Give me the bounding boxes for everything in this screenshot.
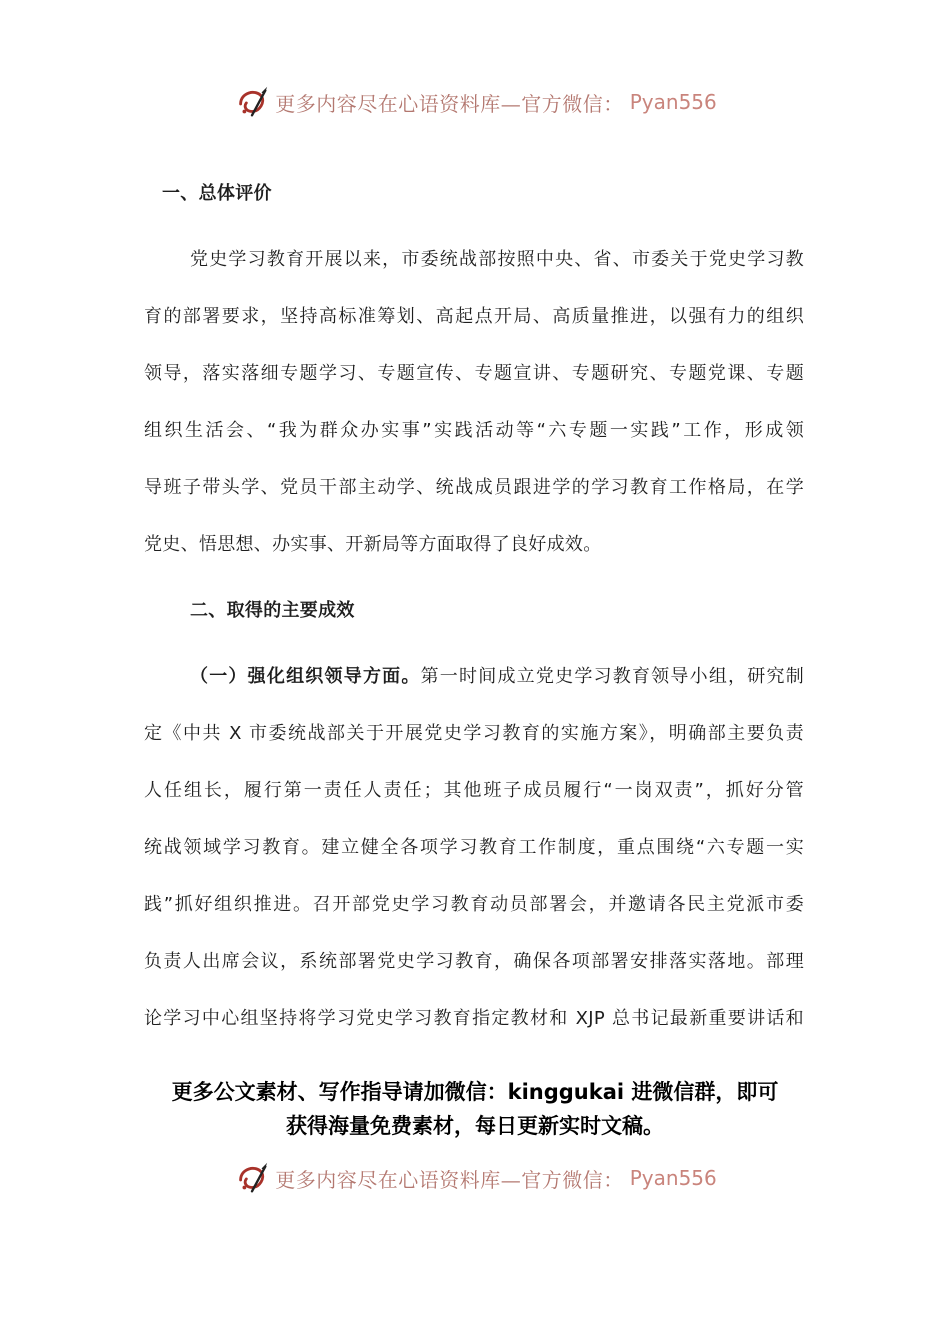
header-banner (0, 82, 950, 122)
quill-swirl-icon (233, 1159, 271, 1197)
section1-heading: 一、总体评价 (162, 183, 272, 204)
banner-text: 更多内容尽在心语资料库—官方微信： (275, 1167, 624, 1192)
quill-swirl-icon (233, 83, 271, 121)
subsection-title: （一）强化组织领导方面。 (190, 666, 421, 687)
paragraph-line: 论学习中心组坚持将学习党史学习教育指定教材和 XJP 总书记最新重要讲话和 (144, 1008, 804, 1029)
paragraph-text: 第一时间成立党史学习教育领导小组，研究制 (420, 666, 804, 687)
paragraph-line (190, 664, 804, 690)
paragraph-line: 统战领域学习教育。建立健全各项学习教育工作制度，重点围绕“六专题一实 (144, 837, 804, 858)
banner-wechat-id: Pyan556 (629, 90, 717, 114)
section2-heading: 二、取得的主要成效 (190, 600, 355, 621)
paragraph-line: 党史学习教育开展以来，市委统战部按照中央、省、市委关于党史学习教 (190, 249, 804, 270)
promo-line-2: 获得海量免费素材，每日更新实时文稿。 (286, 1114, 664, 1138)
footer-banner (0, 1158, 950, 1198)
paragraph-line: 人任组长，履行第一责任人责任；其他班子成员履行“一岗双责”，抓好分管 (144, 780, 804, 801)
paragraph-line: 负责人出席会议，系统部署党史学习教育，确保各项部署安排落实落地。部理 (144, 951, 804, 972)
paragraph-line: 领导，落实落细专题学习、专题宣传、专题宣讲、专题研究、专题党课、专题 (144, 363, 804, 384)
paragraph-line: 育的部署要求，坚持高标准筹划、高起点开局、高质量推进，以强有力的组织 (144, 306, 804, 327)
paragraph-line: 导班子带头学、党员干部主动学、统战成员跟进学的学习教育工作格局，在学 (144, 477, 804, 498)
paragraph-line: 践”抓好组织推进。召开部党史学习教育动员部署会，并邀请各民主党派市委 (144, 894, 804, 915)
paragraph-line: 定《中共 X 市委统战部关于开展党史学习教育的实施方案》，明确部主要负责 (144, 723, 804, 744)
paragraph-line: 党史、悟思想、办实事、开新局等方面取得了良好成效。 (144, 534, 602, 555)
paragraph-line: 组织生活会、“我为群众办实事”实践活动等“六专题一实践”工作，形成领 (144, 420, 804, 441)
banner-wechat-id: Pyan556 (629, 1166, 717, 1190)
promo-line-1: 更多公文素材、写作指导请加微信：kinggukai 进微信群，即可 (171, 1080, 779, 1104)
banner-text: 更多内容尽在心语资料库—官方微信： (275, 91, 624, 116)
